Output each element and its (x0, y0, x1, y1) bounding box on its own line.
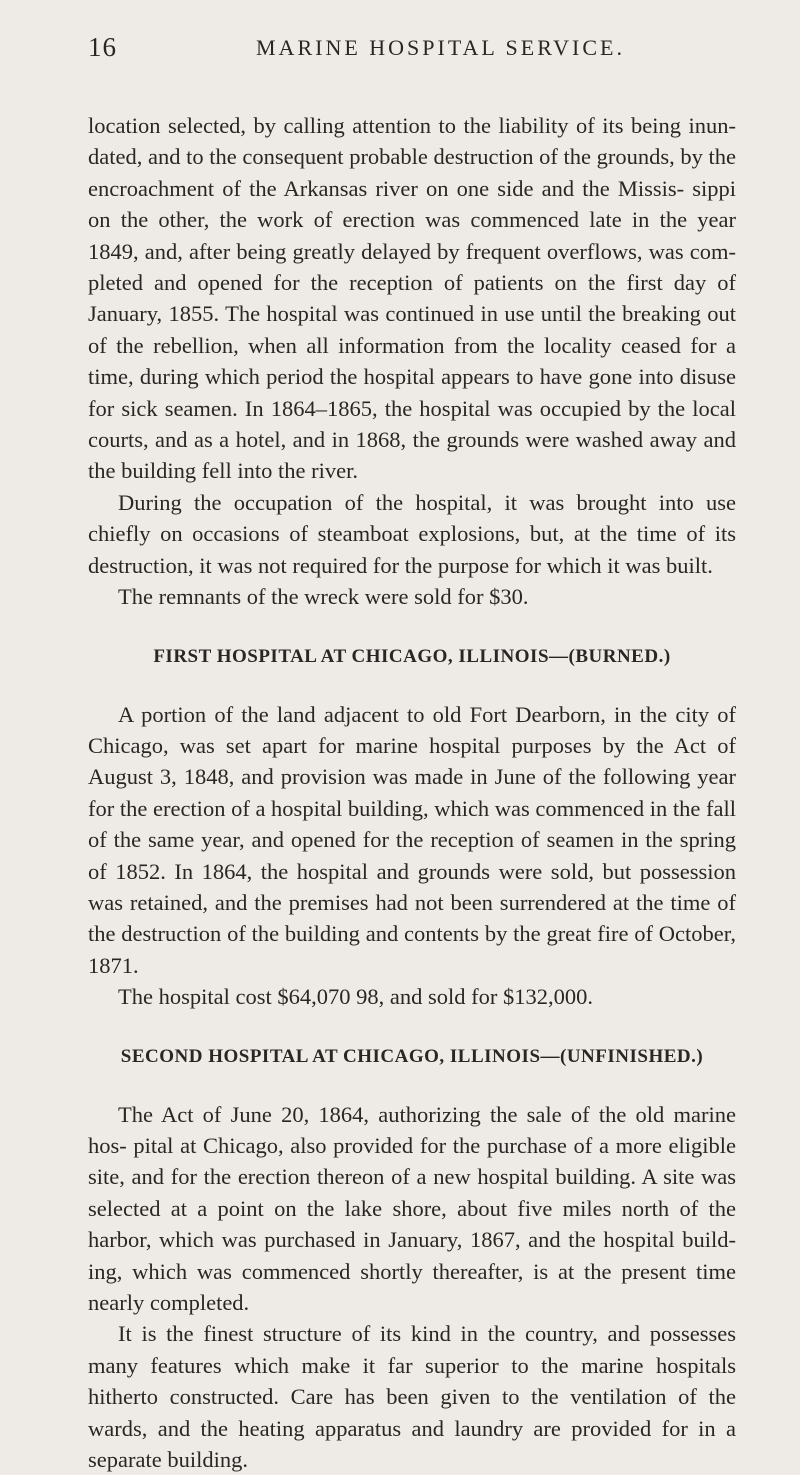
paragraph-first-chicago-cost: The hospital cost $64,070 98, and sold for $132,000. (118, 984, 593, 1010)
paragraph-memphis-use: During the occupation of the hospital, it was brought into use chiefly on occasions of steamboat explosions, but, at the time of its destruction, it was not required for the purpose for which it was built. (88, 489, 736, 578)
paragraph-memphis-remnants: The remnants of the wreck were sold for $30. (118, 584, 529, 610)
section-second-chicago (88, 1045, 736, 1475)
running-header (88, 32, 736, 72)
running-title: MARINE HOSPITAL SERVICE. (256, 35, 625, 60)
section-heading-first-chicago: FIRST HOSPITAL AT CHICAGO, ILLINOIS—(BURNED.) (153, 645, 671, 667)
section-first-chicago (88, 645, 736, 1013)
paragraph-second-chicago-features: It is the finest structure of its kind in the country, and possesses many features which make it far superior to the marine hospitals hitherto constructed. Care has been given to the ventilation of the wards, and the heating apparatus and laundry are provided for in a separate building. (88, 1321, 736, 1473)
paragraph-first-chicago-history: A portion of the land adjacent to old Fort Dearborn, in the city of Chicago, was set apart for marine hospital purposes by the Act of August 3, 1848, and provision was made in June of the following year for the erection of a hospital building, which was commenced in the fall of the same year, and opened for the reception of seamen in the spring of 1852. In 1864, the hospital and grounds were sold, but possession was retained, and the premises had not been surrendered at the time of the destruction of the building and contents by the great fire of October, 1871. (88, 701, 736, 978)
section-memphis-continued (88, 110, 736, 613)
section-heading-second-chicago: SECOND HOSPITAL AT CHICAGO, ILLINOIS—(UNFINISHED.) (120, 1045, 704, 1067)
page-number: 16 (88, 32, 117, 62)
paragraph-second-chicago-history: The Act of June 20, 1864, authorizing the sale of the old marine hos- pital at Chicago, also provided for the purchase of a more eligible site, and for the erection thereon of a new hospital building. A site was selected at a point on the lake shore, about five miles north of the harbor, which was purchased in January, 1867, and the hospital build- ing, which was commenced shortly thereafter, is at the present time nearly completed. (88, 1101, 736, 1315)
paragraph-memphis-history: location selected, by calling attention to the liability of its being inun- dated, and to the consequent probable destruction of the grounds, by the encroachment of the Arkansas river on one side and the Missis- sippi on the other, the work of erection was commenced late in the year 1849, and, after being greatly delayed by frequent overflows, was com- pleted and opened for the reception of patients on the first day of January, 1855. The hospital was continued in use until the breaking out of the rebellion, when all information from the locality ceased for a time, during which period the hospital appears to have gone into disuse for sick seamen. In 1864–1865, the hospital was occupied by the local courts, and as a hotel, and in 1868, the grounds were washed away and the building fell into the river. (88, 113, 736, 484)
